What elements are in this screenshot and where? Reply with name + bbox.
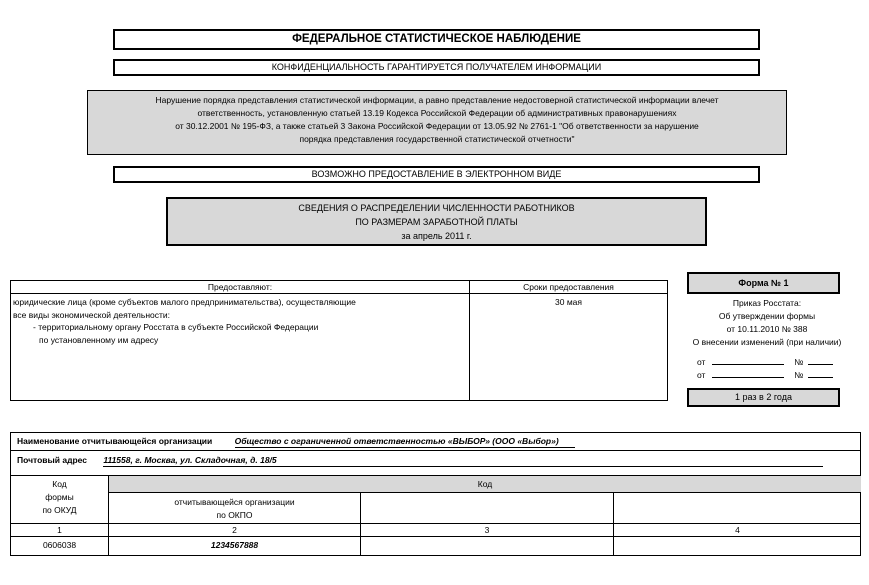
form-number-box (687, 272, 840, 294)
address-label: Почтовый адрес (17, 455, 87, 465)
confidentiality-text: КОНФИДЕНЦИАЛЬНОСТЬ ГАРАНТИРУЕТСЯ ПОЛУЧАТЕЛЕМ ИНФОРМАЦИИ (271, 62, 602, 72)
date-field[interactable] (712, 368, 784, 378)
okud-value[interactable] (11, 536, 109, 555)
okud-value-text: 0606038 (42, 540, 77, 550)
amendment-row (697, 355, 837, 368)
order-line: Об утверждении формы (718, 311, 816, 321)
order-line: О внесении изменений (при наличии) (692, 337, 842, 347)
number-label: № (794, 357, 804, 367)
submitters-line: по установленному им адресу (39, 334, 159, 345)
submitters-header (11, 281, 470, 294)
approval-info (672, 297, 862, 349)
order-line: от 10.11.2010 № 388 (726, 324, 808, 334)
okpo-value[interactable] (108, 536, 361, 555)
submitters-line: юридические лица (кроме субъектов малого предпринимательства), осуществляющие (13, 297, 356, 307)
org-name-label: Наименование отчитывающейся организации (17, 436, 213, 446)
submitters-line: все виды экономической деятельности: (13, 309, 170, 320)
col-number-text: 3 (484, 525, 490, 535)
warning-line: порядка представления государственной статистической отчетности" (299, 134, 575, 144)
address-row (11, 451, 860, 471)
col-number-text: 1 (57, 525, 62, 535)
col-number (613, 523, 861, 537)
from-label: от (697, 370, 706, 380)
submitters-line: - территориальному органу Росстата в субъекте Российской Федерации (33, 322, 319, 332)
address-value: 111558, г. Москва, ул. Складочная, д. 18/5 (103, 455, 823, 467)
organization-block (10, 432, 861, 556)
from-label: от (697, 357, 706, 367)
order-line: Приказ Росстата: (732, 298, 802, 308)
submitters-table (10, 280, 668, 401)
form-title-box (113, 29, 760, 50)
okud-header-line: Код (52, 479, 67, 489)
report-title-box (166, 197, 707, 246)
form-title: ФЕДЕРАЛЬНОЕ СТАТИСТИЧЕСКОЕ НАБЛЮДЕНИЕ (292, 33, 581, 45)
frequency-box (687, 388, 840, 407)
electronic-box (113, 166, 760, 183)
okud-header-line: по ОКУД (42, 505, 77, 515)
warning-line: от 30.12.2001 № 195-ФЗ, а также статьей 3 Закона Российской Федерации от 13.05.92 № 2761-1 "Об ответственности за нарушение (175, 121, 699, 131)
electronic-text: ВОЗМОЖНО ПРЕДОСТАВЛЕНИЕ В ЭЛЕКТРОННОМ ВИДЕ (311, 169, 562, 179)
warning-line: Нарушение порядка представления статистической информации, а равно представление недостоверной статистической информации влечет (155, 95, 719, 105)
code-header-label: Код (477, 479, 493, 489)
legal-warning-box (87, 90, 787, 155)
col-number-text: 4 (735, 525, 740, 535)
okpo-value-text: 1234567888 (210, 540, 259, 550)
col-number (360, 523, 614, 537)
org-name-row (11, 433, 860, 451)
okud-header-line: формы (45, 492, 74, 502)
deadline-value (470, 296, 667, 308)
code-header (108, 475, 861, 493)
okpo-header-line: отчитывающейся организации (174, 497, 295, 507)
number-field[interactable] (808, 355, 833, 365)
frequency-text: 1 раз в 2 года (735, 392, 792, 402)
report-title-line: СВЕДЕНИЯ О РАСПРЕДЕЛЕНИИ ЧИСЛЕННОСТИ РАБОТНИКОВ (298, 203, 575, 213)
org-name-value: Общество с ограниченной ответственностью «ВЫБОР» (ООО «Выбор») (235, 436, 575, 448)
col-number (108, 523, 361, 537)
deadline-text: 30 мая (555, 297, 582, 307)
date-field[interactable] (712, 355, 784, 365)
okud-header (11, 475, 109, 524)
col3-value[interactable] (360, 536, 614, 555)
form-number: Форма № 1 (738, 278, 789, 288)
deadline-header (470, 281, 667, 294)
col3-header (360, 492, 614, 524)
okpo-header-line: по ОКПО (216, 510, 253, 520)
col4-value[interactable] (613, 536, 861, 555)
number-field[interactable] (808, 368, 833, 378)
number-label: № (794, 370, 804, 380)
report-period: за апрель 2011 г. (401, 231, 472, 241)
col4-header (613, 492, 861, 524)
col-number (11, 523, 109, 537)
submitters-header-label: Предоставляют: (207, 282, 273, 292)
deadline-header-label: Сроки предоставления (523, 282, 614, 292)
report-title-line: ПО РАЗМЕРАМ ЗАРАБОТНОЙ ПЛАТЫ (355, 217, 518, 227)
submitters-text (11, 294, 470, 400)
col-number-text: 2 (232, 525, 237, 535)
okpo-header (108, 492, 361, 524)
warning-line: ответственность, установленную статьей 13.19 Кодекса Российской Федерации об административных правонарушениях (197, 108, 677, 118)
confidentiality-box (113, 59, 760, 76)
amendment-row (697, 368, 837, 381)
